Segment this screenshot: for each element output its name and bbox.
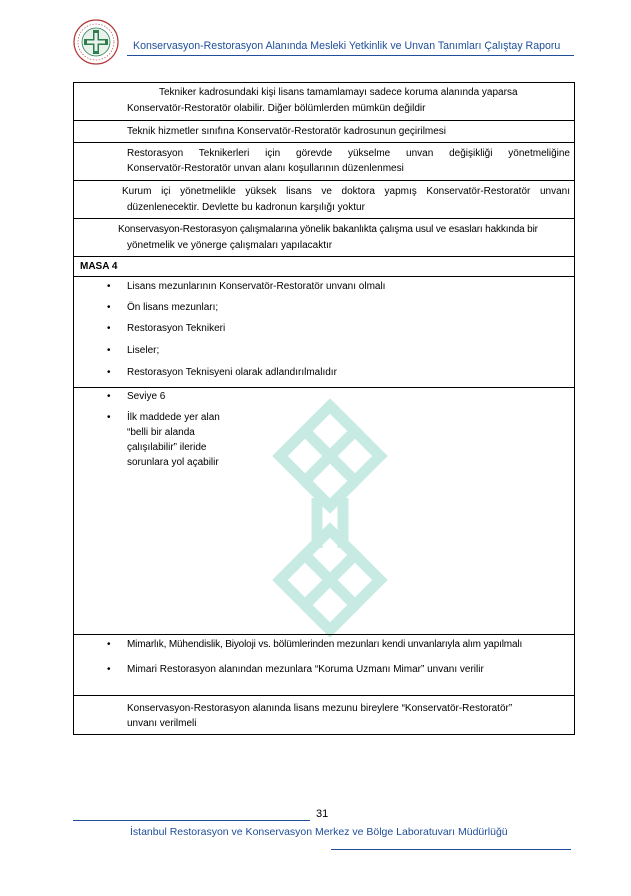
table-row	[74, 143, 575, 181]
footer-rule	[73, 820, 310, 821]
bullet: •	[107, 367, 111, 378]
section-heading-masa-4: MASA 4	[80, 261, 118, 272]
table-row	[74, 257, 575, 277]
list-item-line: çalışılabilir” ileride	[127, 442, 207, 453]
bullet: •	[107, 323, 111, 334]
row-text: unvanı verilmeli	[127, 718, 197, 729]
row-text: Konservatör-Restoratör olabilir. Diğer bölümlerden mümkün değildir	[127, 103, 426, 114]
table-row	[74, 121, 575, 143]
page-number: 31	[316, 808, 329, 820]
bullet: •	[107, 345, 111, 356]
row-text: Konservasyon-Restorasyon alanında lisans mezunu bireylere “Konservatör-Restoratör”	[127, 703, 513, 714]
table-row	[74, 219, 575, 257]
table-row	[74, 388, 575, 635]
list-item: Mimarlık, Mühendislik, Biyoloji vs. bölümlerinden mezunları kendi unvanlarıyla alım yapılmalı	[127, 639, 523, 650]
row-text: Konservasyon-Restorasyon çalışmalarına yönelik bakanlıkta çalışma usul ve esasları hakkında bir	[118, 224, 538, 235]
row-text: düzenlenecektir. Devlette bu kadronun karşılığı yoktur	[127, 202, 365, 213]
list-item: Mimari Restorasyon alanından mezunlara “Koruma Uzmanı Mimar” unvanı verilir	[127, 664, 484, 675]
table-row	[74, 635, 575, 696]
bullet: •	[107, 639, 111, 650]
row-text: Tekniker kadrosundaki kişi lisans tamamlamayı sadece koruma alanında yaparsa	[159, 87, 518, 98]
list-item-line: sorunlara yol açabilir	[127, 457, 219, 468]
bullet: •	[107, 412, 111, 423]
list-item: Lisans mezunlarının Konservatör-Restoratör unvanı olmalı	[127, 281, 386, 292]
row-text: Teknik hizmetler sınıfına Konservatör-Restoratör kadrosunun geçirilmesi	[127, 126, 447, 137]
institution-logo	[73, 19, 119, 65]
row-text: yönetmelik ve yönerge çalışmaları yapılacaktır	[127, 240, 333, 251]
list-item: Restorasyon Teknikeri	[127, 323, 226, 334]
footer-institution: İstanbul Restorasyon ve Konservasyon Merkez ve Bölge Laboratuvarı Müdürlüğü	[130, 826, 508, 838]
table-row	[74, 696, 575, 735]
list-item: Seviye 6	[127, 391, 166, 402]
table-row	[74, 83, 575, 121]
list-item: Restorasyon Teknisyeni olarak adlandırılmalıdır	[127, 367, 337, 378]
header-title: Konservasyon-Restorasyon Alanında Mesleki Yetkinlik ve Unvan Tanımları Çalıştay Raporu	[133, 40, 561, 52]
header-rule	[127, 55, 574, 56]
list-item-line: İlk maddede yer alan	[127, 412, 220, 423]
bullet: •	[107, 302, 111, 313]
row-text: Kurum içi yönetmelikle yüksek lisans ve doktora yapmış Konservatör-Restoratör unvanı	[122, 186, 570, 197]
list-item: Liseler;	[127, 345, 160, 356]
footer-rule	[331, 849, 571, 850]
table-row	[74, 277, 575, 388]
list-item-line: “belli bir alanda	[127, 427, 195, 438]
bullet: •	[107, 281, 111, 292]
row-text: Konservatör-Restoratör unvan alanı koşullarının düzenlenmesi	[127, 163, 404, 174]
table-row	[74, 181, 575, 219]
bullet: •	[107, 664, 111, 675]
bullet: •	[107, 391, 111, 402]
content-table	[73, 82, 575, 735]
row-text: Restorasyon Teknikerleri için görevde yükselme unvan değişikliği yönetmeliğine	[127, 148, 570, 159]
list-item: Ön lisans mezunları;	[127, 302, 219, 313]
